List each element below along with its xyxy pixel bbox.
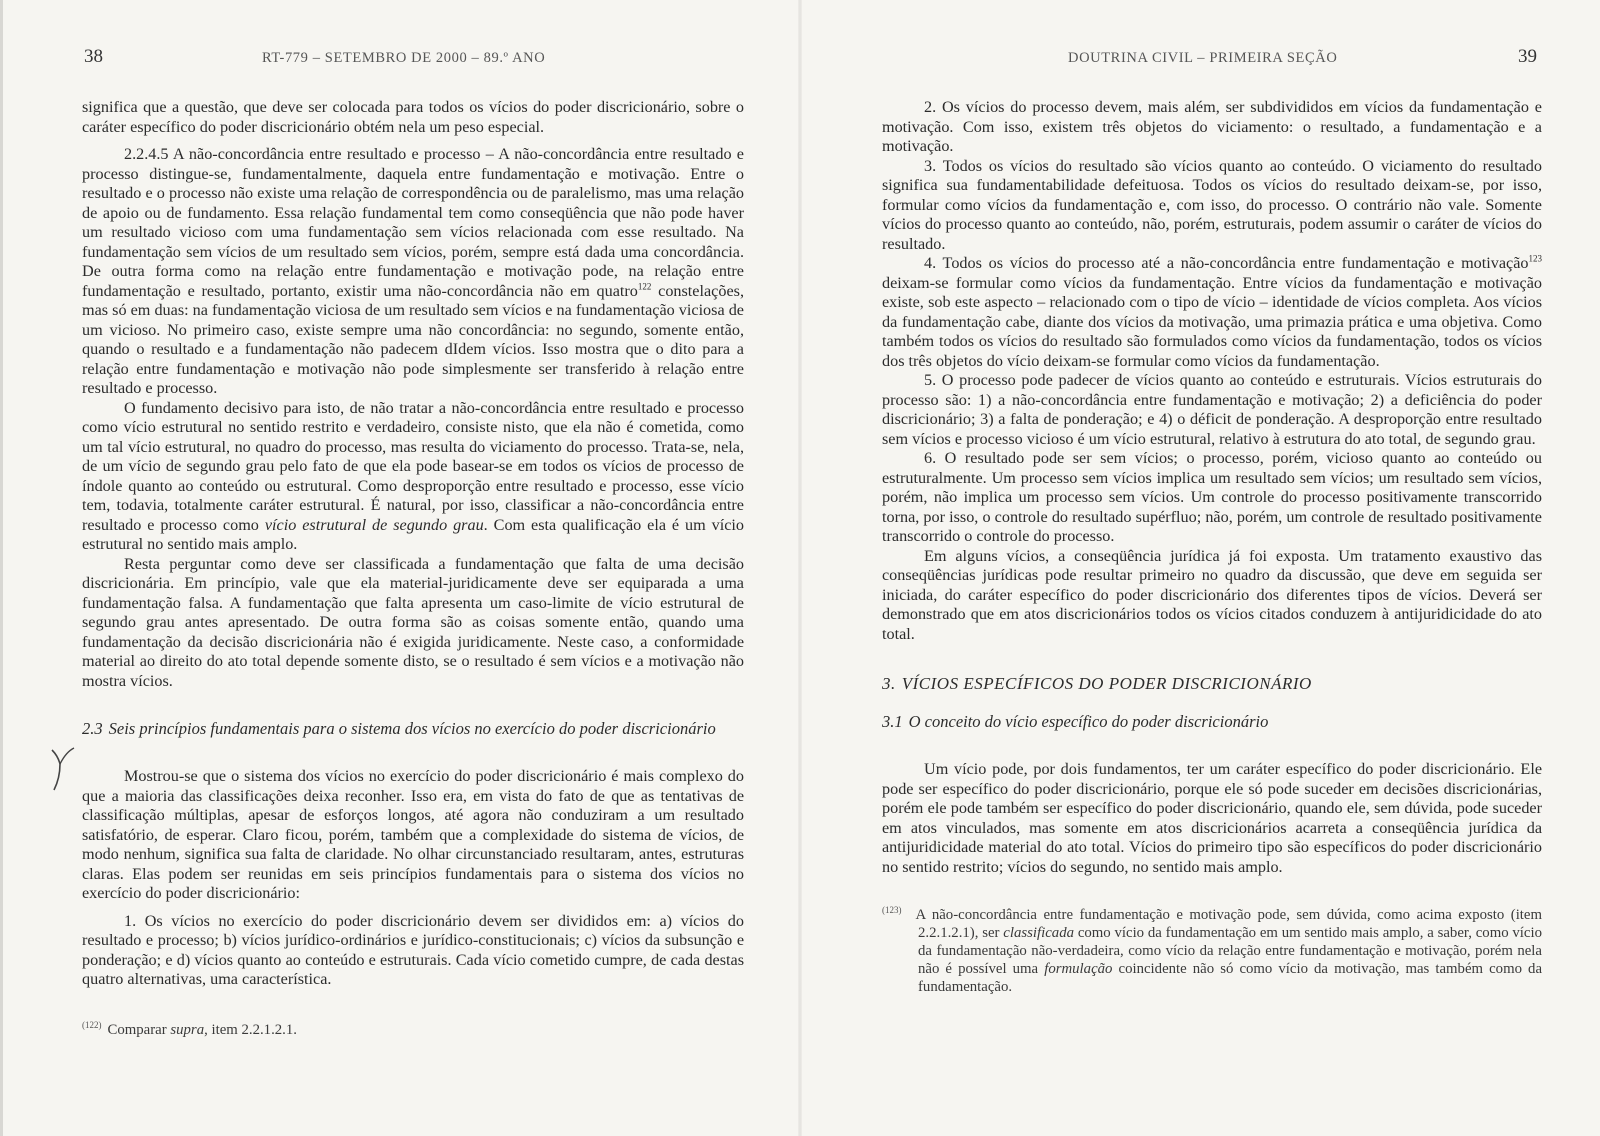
principle-6: 6. O resultado pode ser sem vícios; o processo, porém, vicioso quanto ao conteúdo ou estruturalmente. Um processo sem vícios implica um resultado sem vícios; um resultado sem vícios, porém, não implica um processo sem vícios. Um controle do processo positivamente transcorrido torna, por isso, o controle do resultado supérfluo; não, porém, um controle de resultado positivamente transcorrido o controle do processo. bbox=[882, 449, 1542, 545]
right-body-text bbox=[882, 98, 1542, 996]
principle-5: 5. O processo pode padecer de vícios quanto ao conteúdo e estruturais. Vícios estruturais do processo são: 1) a não-concordância entre fundamentação e motivação; 2) a deficiência do poder discricionário; 3) a falta de ponderação; e 4) o déficit de ponderação. A desproporção entre resultado sem vícios e processo vicioso é um vício estrutural, relativo à estrutura do ato total, de segundo grau. bbox=[882, 371, 1542, 448]
paragraph: Em alguns vícios, a conseqüência jurídica já foi exposta. Um tratamento exaustivo das conseqüências jurídicas pode resultar primeiro no quadro da discussão, que deve em seguida ser iniciada, do caráter específico do poder discricionário dos diferentes tipos de vícios. Deverá ser demonstrado que em atos discricionários todos os vícios citados conduzem à antijuridicidade do ato total. bbox=[882, 546, 1542, 643]
paragraph: Resta perguntar como deve ser classificada a fundamentação que falta de uma decisão discricionária. Em princípio, vale que ela material-juridicamente deve ser equiparada a uma fundamentação falsa. A fundamentação que falta apresenta um caso-limite de vício estrutural de segundo grau antes apresentado. De outra forma são as coisas somente então, quando uma fundamentação da decisão discricionária não é exigida juridicamente. Neste caso, a conformidade material ao direito do ato total depende somente disto, se o resultado é sem vícios e a motivação não mostra vícios. bbox=[82, 554, 744, 690]
principle-3: 3. Todos os vícios do resultado são vícios quanto ao conteúdo. O viciamento do resultado significa sua fundamentabilidade defeituosa. Todos os vícios do resultado deixam-se, por isso, formular como vícios da fundamentação e, com isso, do processo. O contrário não vale. Somente vícios do processo quanto ao conteúdo, não, porém, estruturais, podem assumir o caráter de vícios do resultado. bbox=[882, 156, 1542, 253]
principle-2: 2. Os vícios do processo devem, mais além, ser subdivididos em vícios da fundamentação e motivação. Com isso, existem três objetos do viciamento: o resultado, a fundamentação e a motivação. bbox=[882, 98, 1542, 155]
right-page-number: 39 bbox=[1518, 46, 1537, 67]
paragraph: significa que a questão, que deve ser colocada para todos os vícios do poder discricionário, sobre o caráter específico do poder discricionário obtém nela um peso especial. bbox=[82, 98, 744, 136]
italic-term: vício estrutural de segundo grau bbox=[264, 515, 484, 534]
right-page bbox=[800, 0, 1600, 1136]
principle-1: 1. Os vícios no exercício do poder discricionário devem ser divididos em: a) vícios do resultado e processo; b) vícios jurídico-ordinários e jurídico-constitucionais; c) vícios da subsunção e ponderação; e d) vícios quanto ao conteúdo e estruturais. Cada vício cometido cumpre, de cada destas quatro alternativas, uma característica. bbox=[82, 911, 744, 988]
footnote-ref-123: 123 bbox=[1528, 253, 1542, 264]
paragraph: Mostrou-se que o sistema dos vícios no exercício do poder discricionário é mais complexo do que a maioria das classificações deixa reconher. Isso era, em vista do fato de que as tentativas de classificação múltiplas, apesar de esforços longos, até agora não conduziram a um resultado satisfatório, de esperar. Claro ficou, porém, também que a complexidade do sistema de vícios, de modo nenhum, significa sua falta de claridade. No olhar circunstanciado resultaram, antes, estruturas claras. Elas podem ser reunidas em seis princípios fundamentais para o sistema dos vícios no exercício do poder discricionário: bbox=[82, 767, 744, 902]
subsection-heading-3-1: 3.1 O conceito do vício específico do poder discricionário bbox=[882, 712, 1269, 731]
left-body-text bbox=[82, 98, 744, 1038]
footnote-ref-122: 122 bbox=[637, 281, 652, 292]
section-heading-2-3: 2.3 Seis princípios fundamentais para o sistema dos vícios no exercício do poder discricionário bbox=[82, 719, 716, 738]
handwritten-checkmark-icon bbox=[48, 744, 78, 794]
paragraph: O fundamento decisivo para isto, de não tratar a não-concordância entre resultado e processo como vício estrutural no sentido restrito e verdadeiro, consiste nisto, que ela não é cometida, como um tal vício estrutural, no quadro do processo, mas resulta do viciamento do processo. Trata-se, nela, de um vício de segundo grau pelo fato de que ela pode basear-se em todos os vícios de processo de índole quanto ao conteúdo ou estrutural. Como desproporção entre resultado e processo, esse vício tem, todavia, totalmente caráter estrutural. É natural, por isso, classificar a não-concordância entre resultado e processo como vício estrutural de segundo grau. Com esta qualificação ela é um vício estrutural no sentido mais amplo. bbox=[82, 398, 745, 553]
left-page-number: 38 bbox=[84, 46, 103, 67]
footnote-122: $^{(122)}$ Comparar supra, item 2.2.1.2.1. bbox=[82, 1019, 297, 1038]
left-running-head: RT-779 – SETEMBRO DE 2000 – 89.º ANO bbox=[262, 50, 546, 66]
paragraph: Um vício pode, por dois fundamentos, ter um caráter específico do poder discricionário. Ele pode ser específico do poder discricionário, porque ele só pode suceder em decisões discricionárias, porém ele pode também ser específico do poder discricionário, quando ele, sem dúvida, pode suceder em atos vinculados, mas somente em atos discricionários acarreta a conseqüência jurídica da antijuridicidade material do ato total. Vícios do primeiro tipo são específicos do poder discricionário no sentido restrito; vícios do segundo, no sentido mais amplo. bbox=[882, 760, 1542, 876]
footnote-123: $^{(123)}$ A não-concordância entre fundamentação e motivação pode, sem dúvida, como acima exposto (item 2.2.1.2.1), ser classificada como vício da fundamentação em um sentido mais amplo, a saber, como vício da fundamentação não-verdadeira, como vício da relação entre fundamentação e motivação, porém nela não é possível uma formulação coincidente não só como vício da motivação, mas também como da fundamentação. bbox=[882, 905, 1543, 995]
principle-4: 4. Todos os vícios do processo até a não-concordância entre fundamentação e motivação$^{123}$ deixam-se formular como vícios da fundamentação. Entre vícios da fundamentação e motivação existe, sob este aspecto – relacionado com o tipo de vício – identidade de vícios completa. Aos vícios da fundamentação cabe, diante dos vícios da motivação, uma primazia prática e uma objetiva. Como também todos os vícios do resultado são formulados como vícios da fundamentação, todos os vícios dos três objetos do vício deixam-se formular como vícios da fundamentação. bbox=[882, 253, 1542, 370]
right-running-head: DOUTRINA CIVIL – PRIMEIRA SEÇÃO bbox=[1068, 50, 1338, 66]
paragraph-2245: 2.2.4.5 A não-concordância entre resultado e processo – A não-concordância entre resultado e processo distingue-se, fundamentalmente, daquela entre fundamentação e motivação. Entre o resultado e o processo não existe uma relação de correspondência ou de paralelismo, mas uma relação de apoio ou de fundamento. Essa relação fundamental tem como conseqüência que não pode haver um resultado vicioso com uma fundamentação sem vícios relacionada com esse resultado. Na fundamentação sem vícios de um resultado sem vícios, porém, sempre está dada uma concordância. De outra forma como na relação entre fundamentação e motivação pode, na relação entre fundamentação e resultado, portanto, existir uma não-concordância não em quatro$^{122}$ constelações, mas só em duas: na fundamentação viciosa de um resultado sem vícios e na fundamentação viciosa de um vicioso. No primeiro caso, existe sempre uma não concordância: no segundo, somente então, quando o resultado e a fundamentação não padecem dIdem vícios. Isso mostra que o dito para a relação entre fundamentação e motivação não pode simplesmente ser transferido à relação entre resultado e processo. bbox=[82, 145, 744, 397]
chapter-heading-3: 3. VÍCIOS ESPECÍFICOS DO PODER DISCRICIONÁRIO bbox=[882, 674, 1312, 693]
